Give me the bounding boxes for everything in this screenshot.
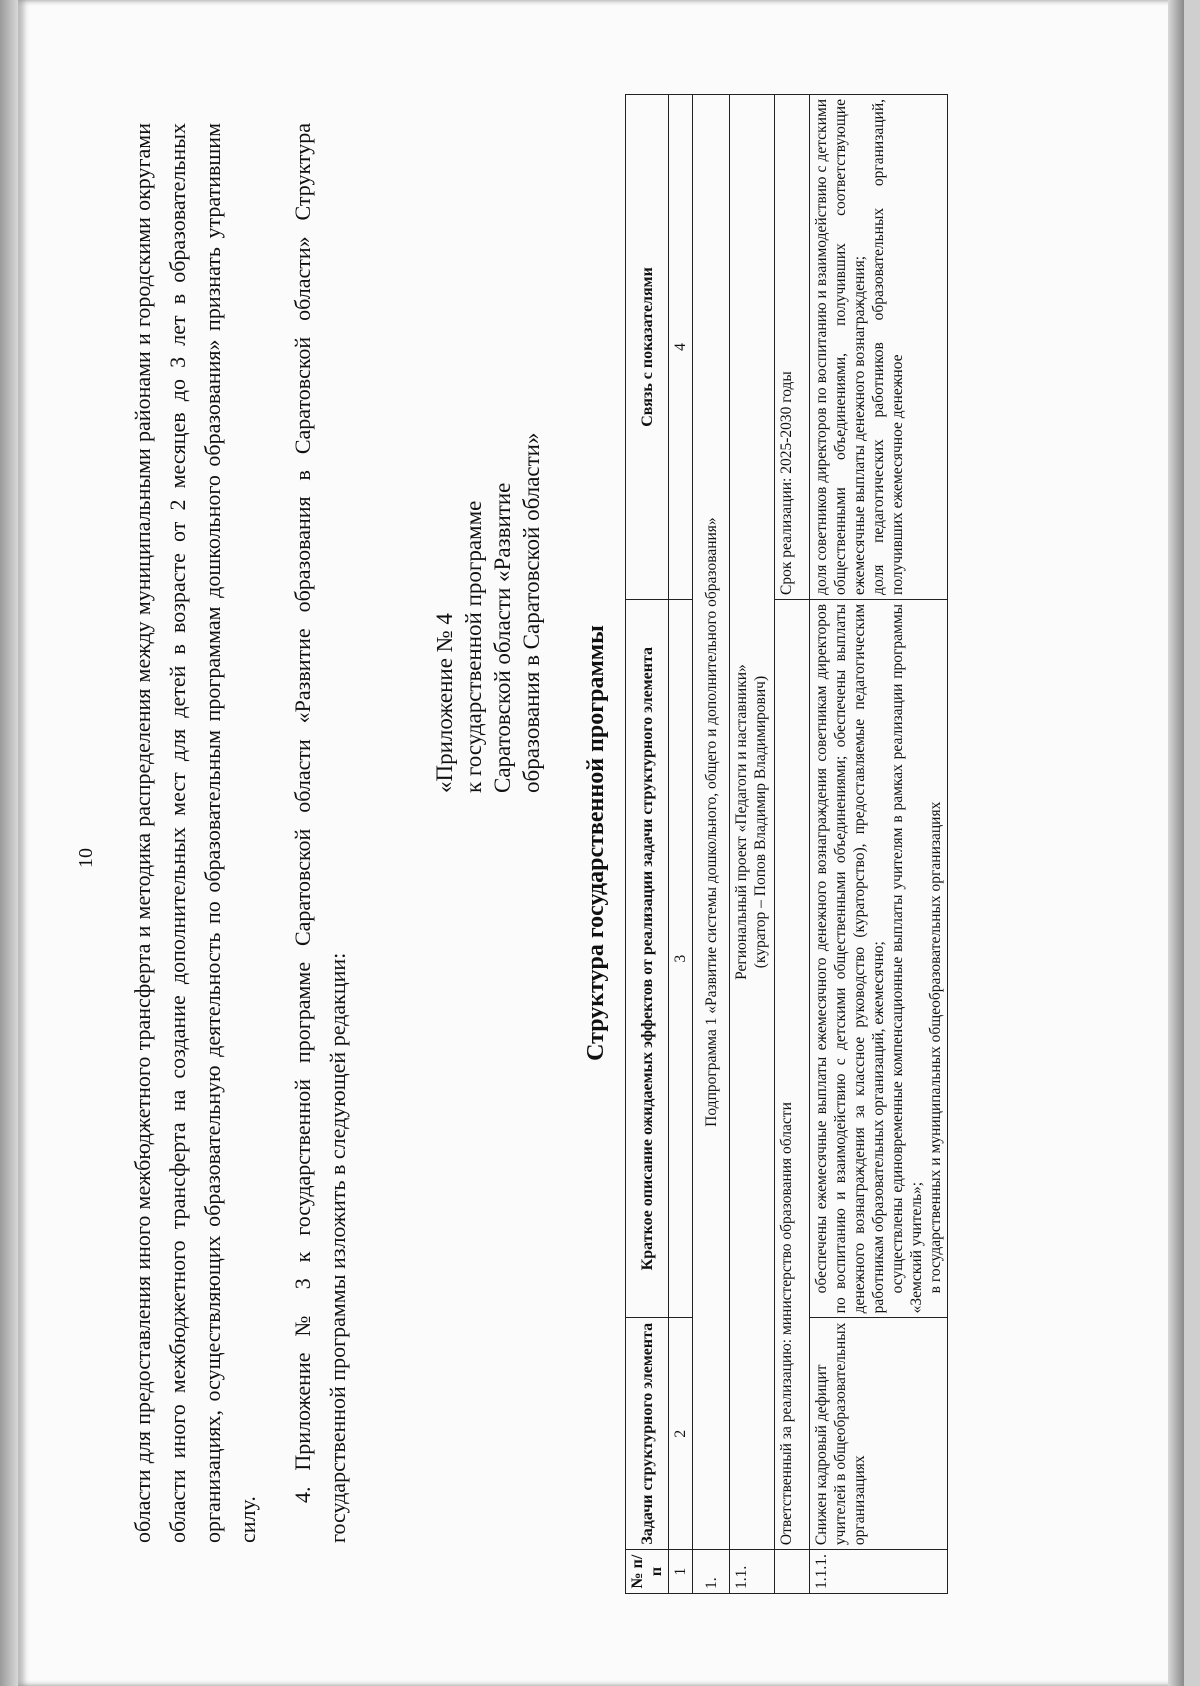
col-number: 2 [669, 1318, 693, 1550]
responsible-row [775, 95, 810, 1594]
project-title: Региональный проект «Педагоги и наставники» [733, 664, 750, 980]
document-title: Структура государственной программы [583, 625, 609, 1061]
project-cell [730, 95, 775, 1550]
body-text [125, 123, 355, 1543]
appendix-line: Саратовской области «Развитие [490, 482, 515, 793]
column-number-row [669, 95, 693, 1594]
row-number: 1.1.1. [810, 1550, 948, 1594]
link-item: доля советников директоров по воспитанию и взаимодействию с детскими общественными объединениями, получивших соответствующие ежемесячные выплаты денежного вознаграждения; [813, 99, 868, 595]
paragraph-1: области для предоставления иного межбюджетного трансферта и методика распределения между муниципальными районами и городскими округами области иного межбюджетного трансферта на создание дополнительных мест для детей в возрасте от 2 месяцев до 3 лет в образовательных организациях, осуществляющих образовательную деятельность по образовательным программам дошкольного образования» признать утратившим силу. [130, 123, 260, 1543]
col-number: 1 [669, 1550, 693, 1594]
appendix-line: «Приложение № 4 [432, 613, 457, 793]
col-number: 4 [669, 95, 693, 600]
responsible-text: Ответственный за реализацию: министерство образования области [775, 599, 810, 1549]
link-item: доля педагогических работников образовательных организаций, получивших ежемесячное денежное [870, 99, 906, 595]
header-number: № п/п [626, 1550, 669, 1594]
scan-edge-right [1168, 0, 1184, 1686]
header-effects: Краткое описание ожидаемых эффектов от реализации задачи структурного элемента [626, 599, 669, 1317]
effect-item: осуществлены единовременные компенсационные выплаты учителям в рамках реализации программы «Земский учитель»; [889, 603, 925, 1314]
rotated-content [35, 18, 1165, 1668]
section-number: 1. [693, 1550, 730, 1594]
paragraph-2: 4. Приложение № 3 к государственной программе Саратовской области «Развитие образования в Саратовской области» Структура государственной программы изложить в следующей редакции: [290, 123, 350, 1543]
appendix-line: образования в Саратовской области» [519, 432, 544, 793]
page-number: 10 [75, 848, 97, 868]
appendix-header [430, 333, 546, 793]
effect-item: обеспечены ежемесячные выплаты ежемесячного денежного вознаграждения советникам директоров по воспитанию и взаимодействию с детскими общественными объединениями; обеспечены выплаты денежного вознаграждения за классное руководство (кураторство), предоставляемые педагогическим работникам образовательных организаций, ежемесячно; [813, 603, 887, 1314]
row-effects [810, 599, 948, 1317]
section-title: Подпрограмма 1 «Развитие системы дошкольного, общего и дополнительного образования» [693, 95, 730, 1550]
col-number: 3 [669, 599, 693, 1317]
term-text: Срок реализации: 2025-2030 годы [775, 95, 810, 600]
row-links [810, 95, 948, 600]
project-curator: (куратор – Попов Владимир Владимирович) [752, 675, 769, 969]
project-row [730, 95, 775, 1594]
table-row [810, 95, 948, 1594]
project-number: 1.1. [730, 1550, 775, 1594]
effect-item: в государственных и муниципальных общеобразовательных организациях [927, 801, 944, 1294]
header-tasks: Задачи структурного элемента [626, 1318, 669, 1550]
appendix-line: к государственной программе [461, 500, 486, 793]
scan-edge-left [0, 0, 18, 1686]
structure-table [625, 94, 948, 1594]
section-row [693, 95, 730, 1594]
empty-cell [775, 1550, 810, 1594]
header-links: Связь с показателями [626, 95, 669, 600]
row-task: Снижен кадровый дефицит учителей в общеобразовательных организациях [810, 1318, 948, 1550]
table-header-row [626, 95, 669, 1594]
